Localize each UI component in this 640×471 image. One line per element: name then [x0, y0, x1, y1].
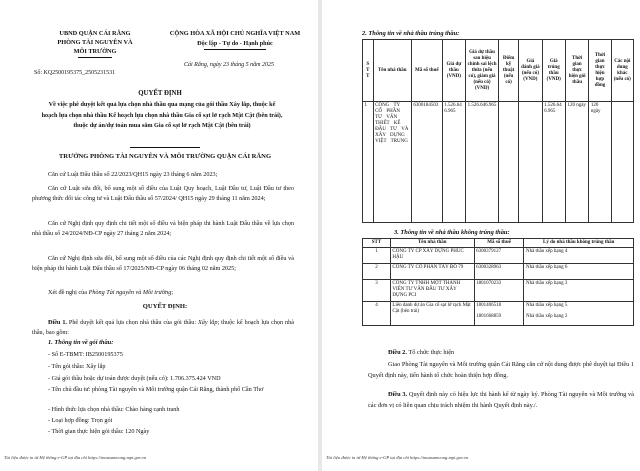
authority-title: TRƯỞNG PHÒNG TÀI NGUYÊN VÀ MÔI TRƯỜNG QUẬN CÁI RĂNG [58, 153, 272, 160]
col-stt: STT [363, 239, 391, 248]
col-package-time: Thời gian thực hiện gói thầu [565, 40, 588, 102]
winner-table-header [363, 40, 634, 102]
col-winning-price: Giá trúng thầu (VND) [542, 40, 565, 102]
loser-stt: 3 [363, 280, 391, 302]
document-page-1 [0, 0, 318, 471]
loser-row [363, 264, 634, 280]
consideration-org: Phòng Tài nguyên và Môi trường [88, 289, 172, 296]
loser-tax: 6300328963 [474, 264, 524, 280]
col-tax-code: Mã số thuế [411, 40, 442, 102]
article-2-label: Điều 2. [388, 349, 407, 356]
col-bidder-name: Tên nhà thầu [373, 40, 411, 102]
legal-basis-4: Căn cứ Nghị định sửa đổi, bổ sung một số điều của các Nghị định quy định chi tiết một số điều và biện pháp thi hành Luật Đấu thầu số 17/2025/NĐ-CP ngày 06 tháng 02 năm 2025; [32, 255, 294, 273]
col-tech-score: Điểm kỹ thuật (nếu có) [499, 40, 519, 102]
winner-other [611, 102, 633, 223]
loser-stt: 4 [363, 302, 391, 326]
loser-table-header [363, 239, 634, 248]
consideration-prefix: Xét đề nghị của [48, 289, 89, 296]
legal-basis-2: Căn cứ Luật sửa đổi, bổ sung một số điều của Luật Quy hoạch, Luật Đầu tư, Luật Đầu tư theo phương thức đối tác công tư và Luật Đấu thầu số 57/2024/ QH15 ngày 29 tháng 11 năm 2024; [32, 185, 294, 203]
section-2-title: 2. Thông tin về nhà thầu trúng thầu: [362, 30, 460, 37]
loser-name: CÔNG TY CỔ PHẦN TÂY ĐÔ 79 [390, 264, 474, 280]
article-1-text-b: ; thuộc kế hoạch lựa chọn nhà thầu, bao gồm: [32, 319, 294, 337]
article-1 [32, 318, 294, 339]
info-investor: - Tên chủ đầu tư: phòng Tài nguyên và Môi trường quận Cái Răng, thành phố Cần Thơ [48, 386, 264, 393]
info-package-name: - Tên gói thầu: Xây lắp [48, 363, 106, 370]
loser-tax: 1801070233 [474, 280, 524, 302]
article-2-title: Tổ chức thực hiện [406, 349, 455, 356]
loser-tax-2: 1801668859 [476, 314, 502, 319]
article-1-text-a: Phê duyệt kết quả lựa chọn nhà thầu của gói thầu: [66, 319, 199, 326]
loser-reason: Nhà thầu xếp hạng 4 [524, 248, 634, 264]
winner-adjusted: 1.526.646.965 [466, 102, 499, 223]
place-date: Cái Răng, ngày 23 tháng 5 năm 2025 [184, 62, 274, 68]
col-reason: Lý do nhà thầu không trúng thầu [524, 239, 634, 248]
info-selection-method: - Hình thức lựa chọn nhà thầu: Chào hàng cạnh tranh [48, 406, 180, 413]
info-package-price: - Giá gói thầu hoặc dự toán được duyệt (nếu có): 1.706.375.424 VND [48, 375, 221, 382]
winner-eval [519, 102, 542, 223]
loser-table [362, 238, 634, 326]
article-2-body: Giao Phòng Tài nguyên và Môi trường quận Cái Răng căn cứ nội dung được phê duyệt tại Điều 1 Quyết định này, tiến hành tổ chức hoàn thiện hợp đồng. [368, 361, 634, 379]
loser-name: CÔNG TY TNHH MỘT THÀNH VIÊN TƯ VẤN ĐẦU TƯ XÂY DỰNG PCI [390, 280, 474, 302]
col-stt: S T T [363, 40, 374, 102]
winner-stt: 1 [363, 102, 374, 223]
article-3-label: Điều 3. [388, 391, 408, 398]
section-3-title: 3. Thông tin về nhà thầu không trúng thầu: [394, 229, 510, 236]
winner-price: 1.526.646.965 [542, 102, 565, 223]
loser-row [363, 248, 634, 264]
article-3 [368, 390, 634, 412]
motto-underline [204, 49, 266, 50]
info-etbmt: - Số E-TBMT: IB2500195375 [48, 351, 123, 358]
subject-underline [130, 147, 200, 148]
winner-package-time: 120 ngày [565, 102, 588, 223]
page-2-footer: Tài liệu được in từ Hệ thống e-GP tại địa chỉ https://muasamcong.mpi.gov.vn [326, 455, 469, 460]
article-3-body: Quyết định này có hiệu lực thi hành kể từ ngày ký. Phòng Tài nguyên và Môi trường và các đơn vị có liên quan chịu trách nhiệm thi hành Quyết định này./. [368, 391, 634, 409]
loser-tax-cell [474, 302, 524, 326]
legal-basis-1: Căn cứ Luật Đấu thầu số 22/2023/QH15 ngày 23 tháng 6 năm 2023; [48, 171, 218, 178]
document-page-2 [322, 0, 640, 471]
legal-basis-3: Căn cứ Nghị định quy định chi tiết một số điều và biện pháp thi hành Luật Đấu thầu về lựa chọn nhà thầu số 24/2024/NĐ-CP ngày 27 tháng 2 năm 2024; [32, 220, 294, 238]
agency-line-2: PHÒNG TÀI NGUYÊN VÀ [57, 39, 133, 46]
agency-line-1: UBND QUẬN CÁI RĂNG [59, 30, 131, 37]
nation-motto: Độc lập - Tự do - Hạnh phúc [197, 40, 273, 47]
article-1-label: Điều 1. [48, 319, 67, 326]
col-bid-price: Giá dự thầu (VND) [442, 40, 465, 102]
agency-line-3: MÔI TRƯỜNG [73, 48, 117, 55]
article-1-package: Xây lắp [198, 319, 218, 326]
decides-heading: QUYẾT ĐỊNH: [142, 303, 188, 310]
col-other: Các nội dung khác (nếu có) [611, 40, 633, 102]
winner-contract-time: 120 ngày [589, 102, 611, 223]
info-contract-type: - Loại hợp đồng: Trọn gói [48, 417, 113, 424]
section-1-title: 1. Thông tin về gói thầu: [48, 339, 114, 346]
document-number: Số: KQ2500195375_2505231531 [34, 70, 116, 76]
loser-reason-2: Nhà thầu xếp hạng 2 [525, 314, 568, 319]
col-eval-price: Giá đánh giá (nếu có) (VND) [519, 40, 542, 102]
page-1-footer: Tài liệu được in từ Hệ thống e-GP tại địa chỉ https://muasamcong.mpi.gov.vn [4, 455, 147, 460]
decision-title: QUYẾT ĐỊNH [138, 90, 182, 97]
info-duration: - Thời gian thực hiện gói thầu: 120 Ngày [48, 428, 150, 435]
consideration [48, 289, 173, 296]
winner-name: CÔNG TY CỔ PHẦN TƯ VẤN THIẾT KẾ ĐẦU TƯ VÀ XÂY DỰNG VIỆT TRUNG [373, 102, 411, 223]
loser-stt: 2 [363, 264, 391, 280]
agency-underline [78, 57, 112, 58]
article-2-heading [388, 349, 454, 356]
loser-tax: 6300379127 [474, 248, 524, 264]
loser-tax: 1801406518 [476, 303, 502, 308]
loser-stt: 1 [363, 248, 391, 264]
winner-bid: 1.526.646.965 [442, 102, 465, 223]
loser-row [363, 302, 634, 326]
loser-reason: Nhà thầu xếp hạng 3 [524, 280, 634, 302]
col-tax-code: Mã số thuế [474, 239, 524, 248]
col-contract-time: Thời gian thực hiện hợp đồng [589, 40, 611, 102]
loser-name: CÔNG TY CP XÂY DỰNG PHÚC HẬU [390, 248, 474, 264]
nation-title: CỘNG HÒA XÃ HỘI CHỦ NGHĨA VIỆT NAM [169, 30, 301, 37]
loser-reason: Nhà thầu xếp hạng 5 [525, 303, 568, 308]
winner-tech [499, 102, 519, 223]
loser-reason: Nhà thầu xếp hạng 6 [524, 264, 634, 280]
loser-reason-cell [524, 302, 634, 326]
loser-name: Liên danh dự án Gia cố sạt lở rạch Mật Cật (bên trái) [390, 302, 474, 326]
decision-subject: Về việc phê duyệt kết quả lựa chọn nhà thầu qua mạng của gói thầu Xây lắp, thuộc kế hoạch lựa chọn nhà thầu Kế hoạch lựa chọn nhà thầu Gia cố sạt lở rạch Mật Cật (bên trái), thuộc dự án/dự toán mua sắm Gia cố sạt lở rạch Mật Cật (bên trái) [41, 101, 283, 130]
winner-tax: 6300184503 [411, 102, 442, 223]
loser-row [363, 280, 634, 302]
winner-table [362, 39, 634, 223]
consideration-suffix: ; [171, 289, 174, 296]
winner-row [363, 102, 634, 223]
col-adjusted-price: Giá dự thầu sau hiệu chỉnh sai lệch thừa (nếu có), giảm giá (nếu có) (VND) [466, 40, 499, 102]
col-bidder-name: Tên nhà thầu [390, 239, 474, 248]
